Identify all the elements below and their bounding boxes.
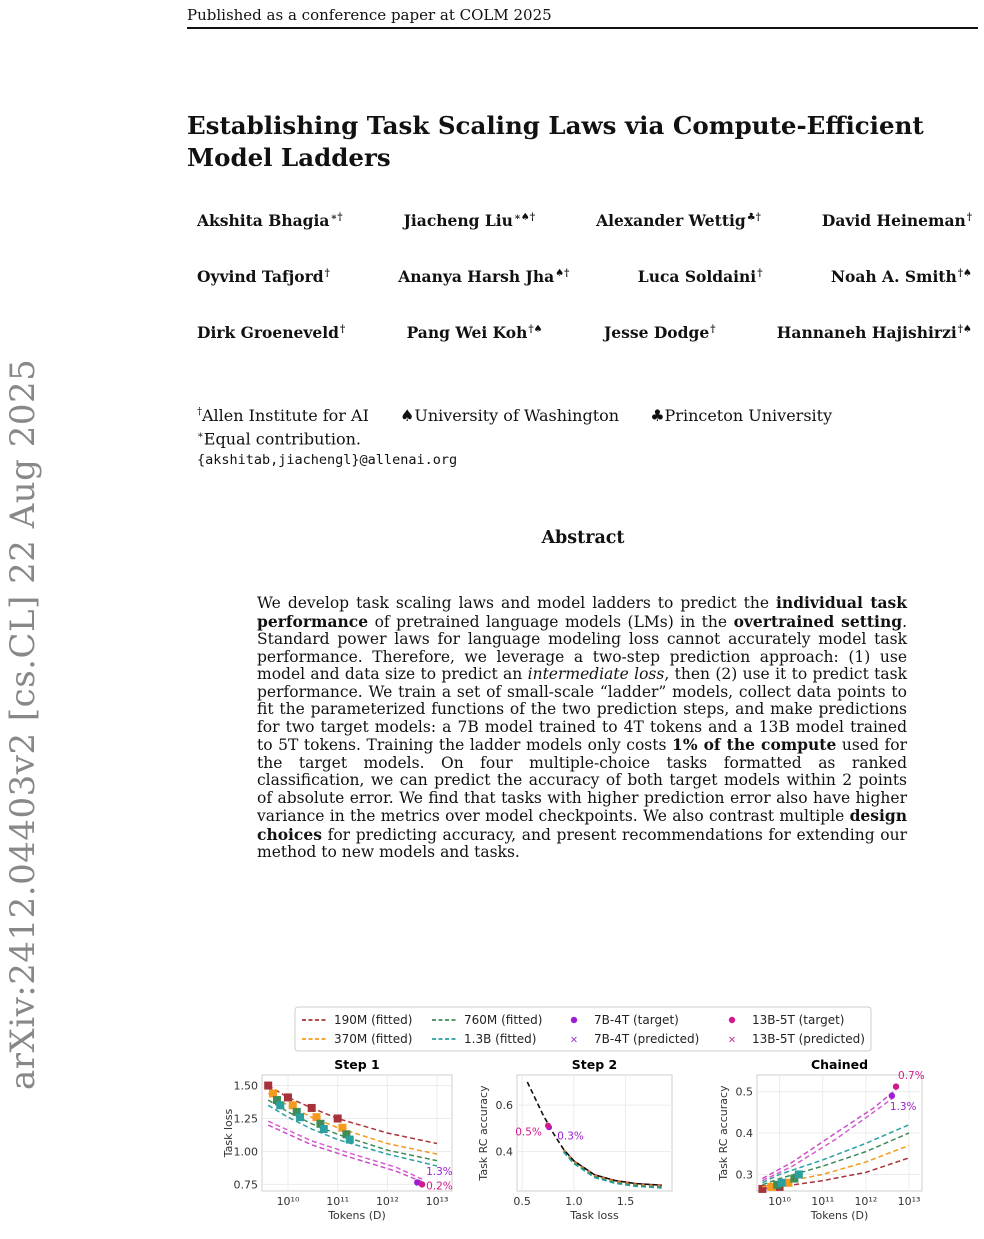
error-annotation: 0.2% [426, 1180, 453, 1193]
data-point [284, 1093, 292, 1101]
equal-contribution-note: ∗Equal contribution. [197, 429, 361, 449]
y-tick-label: 1.00 [233, 1145, 258, 1159]
subplot-step-1 [222, 1057, 453, 1222]
author: Ananya Harsh Jha♠† [398, 267, 570, 286]
subplot-title: Step 2 [571, 1057, 618, 1072]
abstract-heading: Abstract [541, 528, 625, 548]
x-tick-label: 10¹⁰ [276, 1195, 300, 1208]
subplot-title: Step 1 [334, 1057, 380, 1072]
x-tick-label: 10¹¹ [811, 1195, 835, 1208]
legend-label: 190M (fitted) [334, 1013, 413, 1027]
legend-label: 1.3B (fitted) [464, 1032, 537, 1046]
author: Jesse Dodge† [603, 323, 716, 342]
legend-label: 13B-5T (target) [752, 1013, 845, 1027]
error-annotation: 0.7% [898, 1070, 925, 1083]
error-annotation: 0.5% [515, 1126, 542, 1139]
affiliation-princeton: ♣Princeton University [650, 406, 833, 426]
x-axis-label: Tokens (D) [810, 1209, 869, 1222]
author: Akshita Bhagia∗† [197, 211, 343, 230]
affiliation-line [197, 403, 957, 426]
x-tick-label: 10¹² [375, 1195, 399, 1208]
author: Jiacheng Liu∗♠† [403, 211, 536, 230]
x-tick-label: 10¹³ [897, 1195, 921, 1208]
data-point [320, 1125, 328, 1133]
target-13b-point [419, 1181, 425, 1187]
x-tick-label: 10¹² [854, 1195, 878, 1208]
author: Hannaneh Hajishirzi†♠ [776, 323, 972, 342]
subplot-title: Chained [810, 1057, 869, 1072]
target-13b-point [893, 1083, 899, 1089]
subplot-chained [717, 1057, 925, 1222]
data-point [334, 1115, 342, 1123]
running-header: Published as a conference paper at COLM 2025 [187, 6, 552, 24]
author-row-1 [197, 211, 972, 230]
y-tick-label: 0.4 [735, 1127, 753, 1140]
data-point [308, 1104, 316, 1112]
x-tick-label: 10¹³ [425, 1195, 449, 1208]
x-axis-label: Task loss [570, 1209, 619, 1222]
author: Luca Soldaini† [637, 267, 763, 286]
legend-swatch [571, 1017, 577, 1023]
figure-legend [295, 1007, 871, 1051]
y-axis-label: Task loss [222, 1108, 235, 1158]
subplot-step-2 [477, 1057, 672, 1222]
data-point [264, 1082, 272, 1090]
y-tick-label: 0.5 [735, 1085, 753, 1099]
y-tick-label: 0.75 [233, 1178, 258, 1192]
legend-swatch: × [569, 1034, 579, 1046]
legend-label: 7B-4T (predicted) [594, 1032, 700, 1046]
data-point [795, 1170, 803, 1178]
author: Dirk Groeneveld† [197, 323, 346, 342]
y-tick-label: 0.3 [735, 1168, 753, 1182]
x-tick-label: 10¹⁰ [768, 1195, 791, 1208]
y-tick-label: 1.50 [233, 1079, 258, 1093]
scaling-figure [220, 1003, 940, 1235]
author: Oyvind Tafjord† [197, 267, 330, 286]
target-7b-point [889, 1093, 895, 1099]
author: Pang Wei Koh†♠ [406, 323, 543, 342]
data-point [296, 1113, 304, 1121]
arxiv-identifier[interactable]: arXiv:2412.04403v2 [cs.CL] 22 Aug 2025 [3, 358, 43, 1090]
affiliation-uw: ♠University of Washington [400, 406, 620, 426]
x-tick-label: 1.0 [565, 1195, 583, 1208]
x-tick-label: 0.5 [513, 1195, 531, 1208]
x-tick-label: 1.5 [616, 1195, 635, 1208]
target-13b-point [545, 1123, 551, 1129]
error-annotation: 1.3% [889, 1101, 917, 1114]
contact-email[interactable]: {akshitab,jiachengl}@allenai.org [197, 451, 458, 468]
figure-svg [220, 1003, 940, 1235]
y-tick-label: 1.25 [233, 1112, 258, 1126]
affiliations [197, 403, 957, 470]
legend-swatch [729, 1017, 735, 1023]
y-axis-label: Task RC accuracy [477, 1085, 490, 1181]
author: Alexander Wettig♣† [596, 211, 761, 230]
y-tick-label: 0.6 [495, 1099, 513, 1113]
author-row-2 [197, 267, 972, 286]
plot-area [262, 1075, 452, 1191]
x-axis-label: Tokens (D) [328, 1209, 386, 1222]
author: David Heineman† [821, 211, 972, 230]
data-point [276, 1101, 284, 1109]
y-axis-label: Task RC accuracy [717, 1085, 730, 1181]
legend-label: 370M (fitted) [334, 1032, 413, 1046]
error-annotation: 1.3% [426, 1166, 453, 1179]
x-tick-label: 10¹¹ [326, 1195, 350, 1208]
legend-label: 7B-4T (target) [594, 1013, 679, 1027]
header-rule [187, 27, 978, 29]
y-tick-label: 0.4 [495, 1145, 513, 1159]
data-point [778, 1179, 786, 1187]
author-row-3 [197, 323, 972, 342]
affiliation-ai2: †Allen Institute for AI [197, 406, 369, 426]
legend-label: 760M (fitted) [464, 1013, 543, 1027]
author: Noah A. Smith†♠ [830, 267, 972, 286]
abstract-body: We develop task scaling laws and model ladders to predict the individual task performance of pretrained language models (LMs) in the overtrained setting. Standard power laws for language modeling loss cannot accurately model task performance. Therefore, we leverage a two-step prediction approach: (1) use model and data size to predict an intermediate loss, then (2) use it to predict task performance. We train a set of small-scale “ladder” models, collect data points to fit the parameterized functions of the two prediction steps, and make predictions for two target models: a 7B model trained to 4T tokens and a 13B model trained to 5T tokens. Training the ladder models only costs 1% of the compute used for the target models. On four multiple-choice tasks formatted as ranked classification, we can predict the accuracy of both target models within 2 points of absolute error. We find that tasks with higher prediction error also have higher variance in the metrics over model checkpoints. We also contrast multiple design choices for predicting accuracy, and present recommendations for extending our method to new models and tasks. [257, 593, 908, 861]
legend-swatch: × [727, 1034, 737, 1046]
legend-label: 13B-5T (predicted) [752, 1032, 865, 1046]
paper-title: Establishing Task Scaling Laws via Compute-Efficient Model Ladders [187, 111, 924, 172]
error-annotation: 0.3% [557, 1130, 584, 1143]
data-point [346, 1136, 354, 1144]
